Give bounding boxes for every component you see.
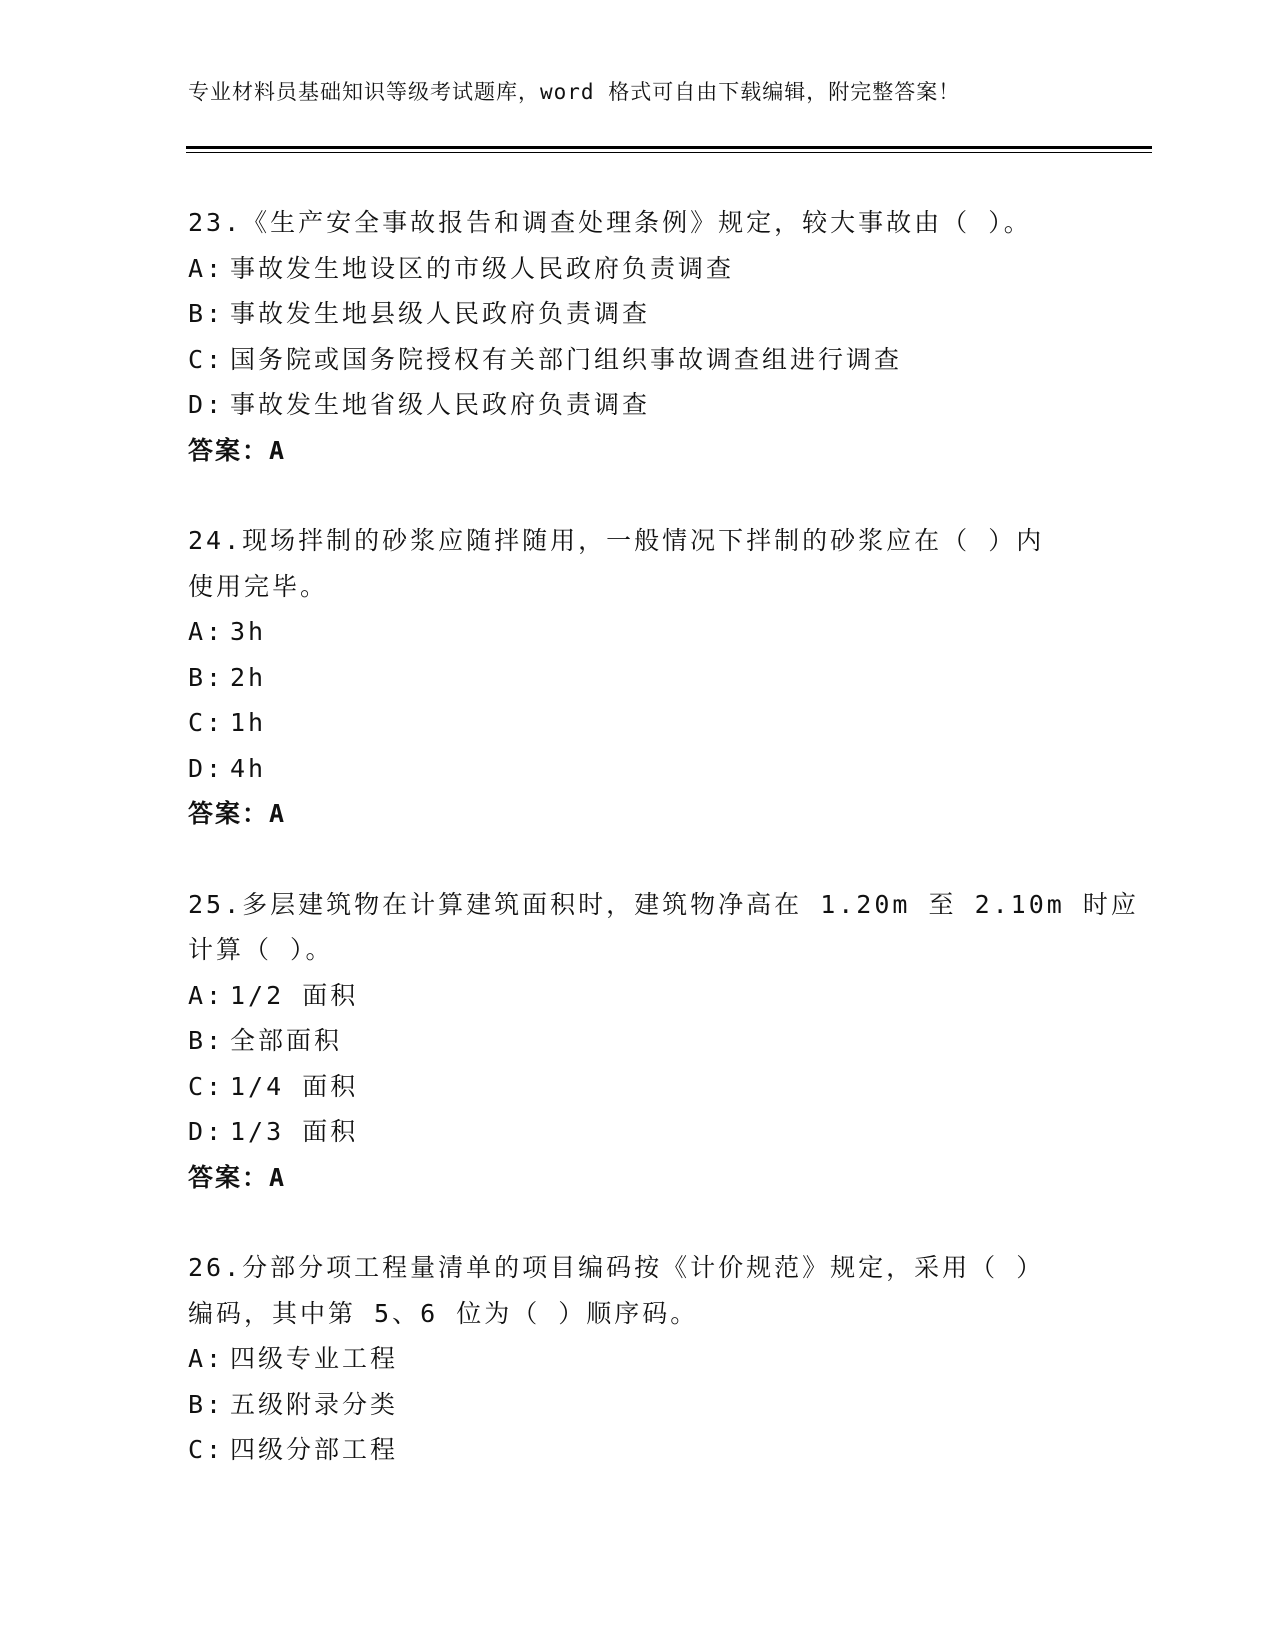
stem-line: 25.多层建筑物在计算建筑面积时，建筑物净高在 1.20m 至 2.10m 时应: [188, 889, 1139, 919]
option-c: C: 1h: [188, 708, 267, 737]
question-23: [188, 200, 1088, 473]
question-26: [188, 1245, 1088, 1473]
stem-line: 24.现场拌制的砂浆应随拌随用，一般情况下拌制的砂浆应在（ ）内: [188, 526, 1045, 555]
stem-line: 编码，其中第 5、6 位为（ ）顺序码。: [188, 1298, 699, 1328]
option-a: A: 四级专业工程: [188, 1344, 399, 1373]
stem-line: 计算（ ）。: [188, 935, 334, 964]
question-24: [188, 518, 1088, 837]
option-c: C: 1/4 面积: [188, 1071, 359, 1101]
question-list: [188, 200, 1139, 1473]
option-a: A: 事故发生地设区的市级人民政府负责调查: [188, 253, 735, 283]
option-a: A: 1/2 面积: [188, 980, 359, 1010]
stem-line: 26.分部分项工程量清单的项目编码按《计价规范》规定，采用（ ）: [188, 1253, 1045, 1282]
option-b: B: 五级附录分类: [188, 1389, 399, 1419]
question-stem: [188, 200, 1088, 246]
question-stem: [188, 882, 1139, 973]
header-rule-thin: [186, 152, 1152, 153]
answer: 答案：A: [188, 435, 287, 465]
option-a: A: 3h: [188, 617, 267, 646]
option-c: C: 四级分部工程: [188, 1435, 399, 1464]
option-b: B: 事故发生地县级人民政府负责调查: [188, 299, 651, 328]
stem-line: 23.《生产安全事故报告和调查处理条例》规定，较大事故由（ ）。: [188, 208, 1032, 237]
question-25: [188, 882, 1139, 1201]
question-stem: [188, 518, 1088, 609]
option-b: B: 2h: [188, 662, 267, 692]
header-rule-thick: [186, 146, 1152, 149]
question-stem: [188, 1245, 1088, 1336]
option-d: D: 事故发生地省级人民政府负责调查: [188, 390, 651, 419]
page-header: 专业材料员基础知识等级考试题库，word 格式可自由下载编辑，附完整答案！: [188, 80, 961, 104]
option-d: D: 1/3 面积: [188, 1117, 359, 1146]
option-c: C: 国务院或国务院授权有关部门组织事故调查组进行调查: [188, 344, 903, 374]
option-b: B: 全部面积: [188, 1026, 343, 1055]
answer: 答案：A: [188, 799, 287, 828]
answer: 答案：A: [188, 1162, 287, 1192]
option-d: D: 4h: [188, 753, 267, 783]
stem-line: 使用完毕。: [188, 571, 329, 601]
